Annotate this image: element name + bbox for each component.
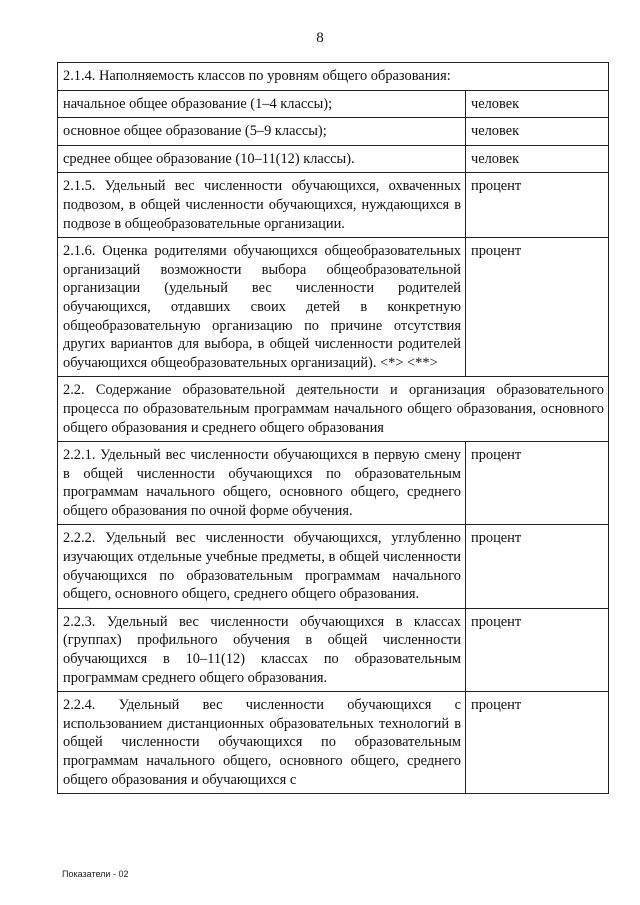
indicator-description: начальное общее образование (1–4 классы);	[58, 90, 466, 118]
table-row	[58, 90, 609, 118]
indicator-unit: человек	[466, 145, 609, 173]
table-row	[58, 118, 609, 146]
table-row	[58, 145, 609, 173]
section-heading-2-2: 2.2. Содержание образовательной деятельности и организация образовательного процесса по образовательным программам начального общего образования, основного общего образования и среднего общего образования	[58, 377, 609, 442]
table-row	[58, 608, 609, 691]
indicator-description: 2.2.2. Удельный вес численности обучающихся, углубленно изучающих отдельные учебные предметы, в общей численности обучающихся по образовательным программам начального общего, основного общего, среднего общего образования.	[58, 525, 466, 608]
footer-label: Показатели - 02	[62, 869, 129, 879]
table-row	[58, 525, 609, 608]
table-row	[58, 238, 609, 377]
indicator-unit: процент	[466, 442, 609, 525]
indicator-description: 2.2.4. Удельный вес численности обучающихся с использованием дистанционных образовательных технологий в общей численности обучающихся по образовательным программам начального общего, основного общего, среднего общего образования и обучающихся с	[58, 692, 466, 794]
indicator-unit: процент	[466, 173, 609, 238]
indicator-unit: человек	[466, 90, 609, 118]
indicator-unit: человек	[466, 118, 609, 146]
indicator-description: основное общее образование (5–9 классы);	[58, 118, 466, 146]
indicator-description: 2.2.1. Удельный вес численности обучающихся в первую смену в общей численности обучающихся по образовательным программам начального общего, основного общего, среднего общего образования по очной форме обучения.	[58, 442, 466, 525]
table-row	[58, 692, 609, 794]
indicator-description: 2.1.5. Удельный вес численности обучающихся, охваченных подвозом, в общей численности обучающихся, нуждающихся в подвозе в общеобразовательные организации.	[58, 173, 466, 238]
indicator-unit: процент	[466, 692, 609, 794]
table-row	[58, 63, 609, 91]
indicator-description: 2.2.3. Удельный вес численности обучающихся в классах (группах) профильного обучения в общей численности обучающихся в 10–11(12) классах по образовательным программам среднего общего образования.	[58, 608, 466, 691]
indicator-unit: процент	[466, 608, 609, 691]
table-row	[58, 442, 609, 525]
table-row	[58, 173, 609, 238]
table-row	[58, 377, 609, 442]
page-number: 8	[316, 30, 324, 46]
indicator-description: среднее общее образование (10–11(12) классы).	[58, 145, 466, 173]
indicator-description: 2.1.6. Оценка родителями обучающихся общеобразовательных организаций возможности выбора общеобразовательной организации (удельный вес численности родителей обучающихся, отдавших своих детей в конкретную общеобразовательную организацию по причине отсутствия других вариантов для выбора, в общей численности родителей обучающихся общеобразовательных организаций). <*> <**>	[58, 238, 466, 377]
indicator-unit: процент	[466, 525, 609, 608]
section-heading-2-1-4: 2.1.4. Наполняемость классов по уровням общего образования:	[58, 63, 609, 91]
indicator-unit: процент	[466, 238, 609, 377]
indicators-table	[57, 62, 609, 794]
